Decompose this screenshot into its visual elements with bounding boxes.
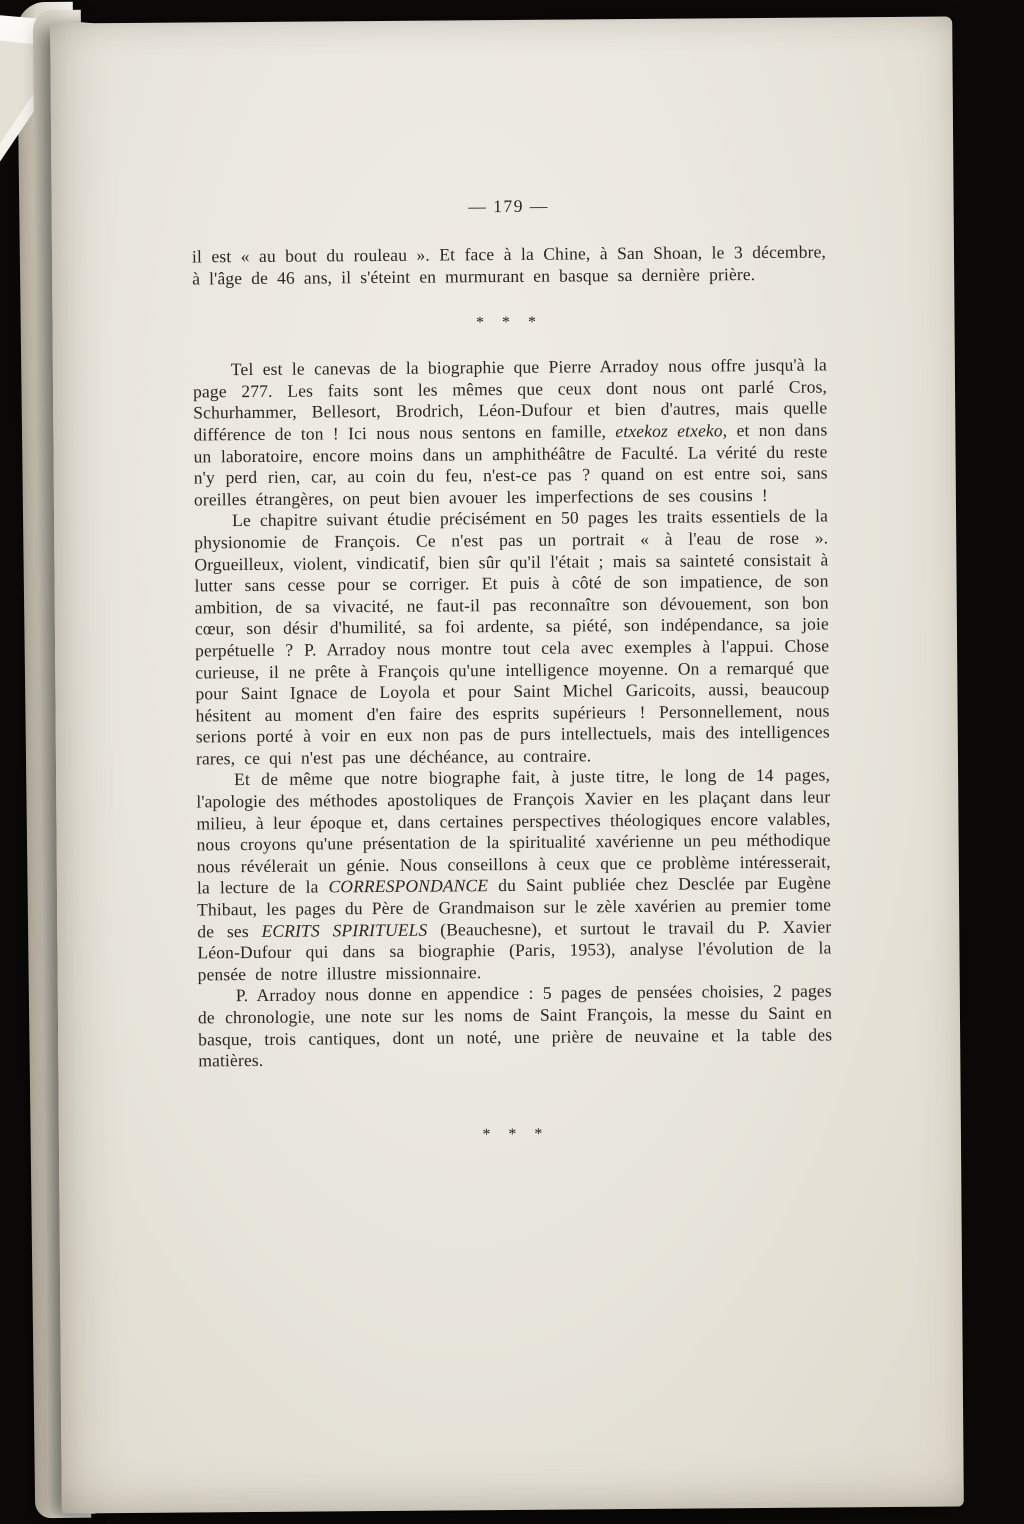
italic-text-segment: CORRESPONDANCE — [328, 875, 489, 897]
section-separator: * * * — [482, 1125, 550, 1143]
text-segment: du Saint publiée chez Desclée par Eugène Thibaut, les pages du Père de Grandmaison sur le zèle xavérien au premier tome de ses — [197, 872, 832, 942]
italic-text-segment: etxekoz etxeko, — [615, 420, 728, 442]
text-segment: Tel est le canevas de la biographie que Pierre Arradoy nous offre jusqu'à la page 277. Les faits sont les mêmes que ceux dont nous ont parlé Cros, Schurhammer, Bellesort, Brodrich, Léon-Dufour et bien d'autres, mais quelle différence de ton ! Ici nous nous sentons en famille, — [192, 354, 828, 445]
page-text-block — [192, 193, 834, 1171]
section-separator: * * * — [475, 313, 544, 332]
paragraph — [193, 355, 828, 511]
text-segment: et non dans un laboratoire, encore moins dans un amphithéâtre de Faculté. La vérité du reste n'y perd rien, car, au coin du feu, n'est-ce pas ? quand on est entre soi, sans oreilles étrangères, on peut bien avouer les imperfections de ses cousins ! — [193, 419, 828, 510]
page-number: — 179 — — [468, 195, 549, 217]
text-segment: il est « au bout du rouleau ». Et face à la Chine, à San Shoan, le 3 décembre, à l'âge de 46 ans, il s'éteint en murmurant en basque sa dernière prière. — [191, 241, 827, 289]
paragraph — [196, 765, 832, 986]
text-segment: Le chapitre suivant étudie précisément en 50 pages les traits essentiels de la physionomie de François. Ce n'est pas un portrait « à l'eau de rose ». Orgueilleux, violent, vindicatif, bien sûr qu'il l'était ; mais sa sainteté consistait à lutter sans cesse pour se corriger. Et puis à côté de son impatience, de son ambition, de sa vivacité, ne faut-il pas reconnaître son dévouement, son bon cœur, son désir d'humilité, sa foi ardente, sa piété, son indépendance, sa joie perpétuelle ? P. Arradoy nous montre tout cela avec exemples à l'appui. Chose curieuse, il ne prête à François qu'une intelligence moyenne. On a remarqué que pour Saint Ignace de Loyola et pour Saint Michel Garicoits, aussi, beaucoup hésitent au moment d'en faire des esprits supérieurs ! Personnellement, nous serions porté à voir en eux non pas de purs intellectuels, mais des intelligences rares, ce qui n'est pas une déchéance, au contraire. — [194, 505, 830, 769]
text-segment: P. Arradoy nous donne en appendice : 5 pages de pensées choisies, 2 pages de chronologie, une note sur les noms de Saint François, la messe du Saint en basque, trois cantiques, dont un noté, une prière de neuvaine et la table des matières. — [197, 980, 833, 1071]
book-page — [50, 16, 964, 1513]
paragraph — [198, 981, 833, 1072]
paragraph — [192, 241, 826, 289]
italic-text-segment: ECRITS SPIRITUELS — [261, 919, 428, 941]
page-body-text — [192, 241, 833, 1146]
paragraph — [194, 506, 830, 770]
text-segment: Et de même que notre biographe fait, à juste titre, le long de 14 pages, l'apologie des méthodes apostoliques de François Xavier en les plaçant dans leur milieu, à leur époque et, dans certaines perspectives théologiques encore valables, nous croyons qu'une présentation de la spiritualité xavérienne un peu méthodique nous révélerait un génie. Nous conseillons à ceux que ce problème intéresserait, la lecture de la — [196, 764, 831, 898]
text-segment: (Beauchesne), et surtout le travail du P. Xavier Léon-Dufour qui dans sa biographie (Paris, 1953), analyse l'évolution de la pensée de notre illustre missionnaire. — [197, 916, 832, 985]
